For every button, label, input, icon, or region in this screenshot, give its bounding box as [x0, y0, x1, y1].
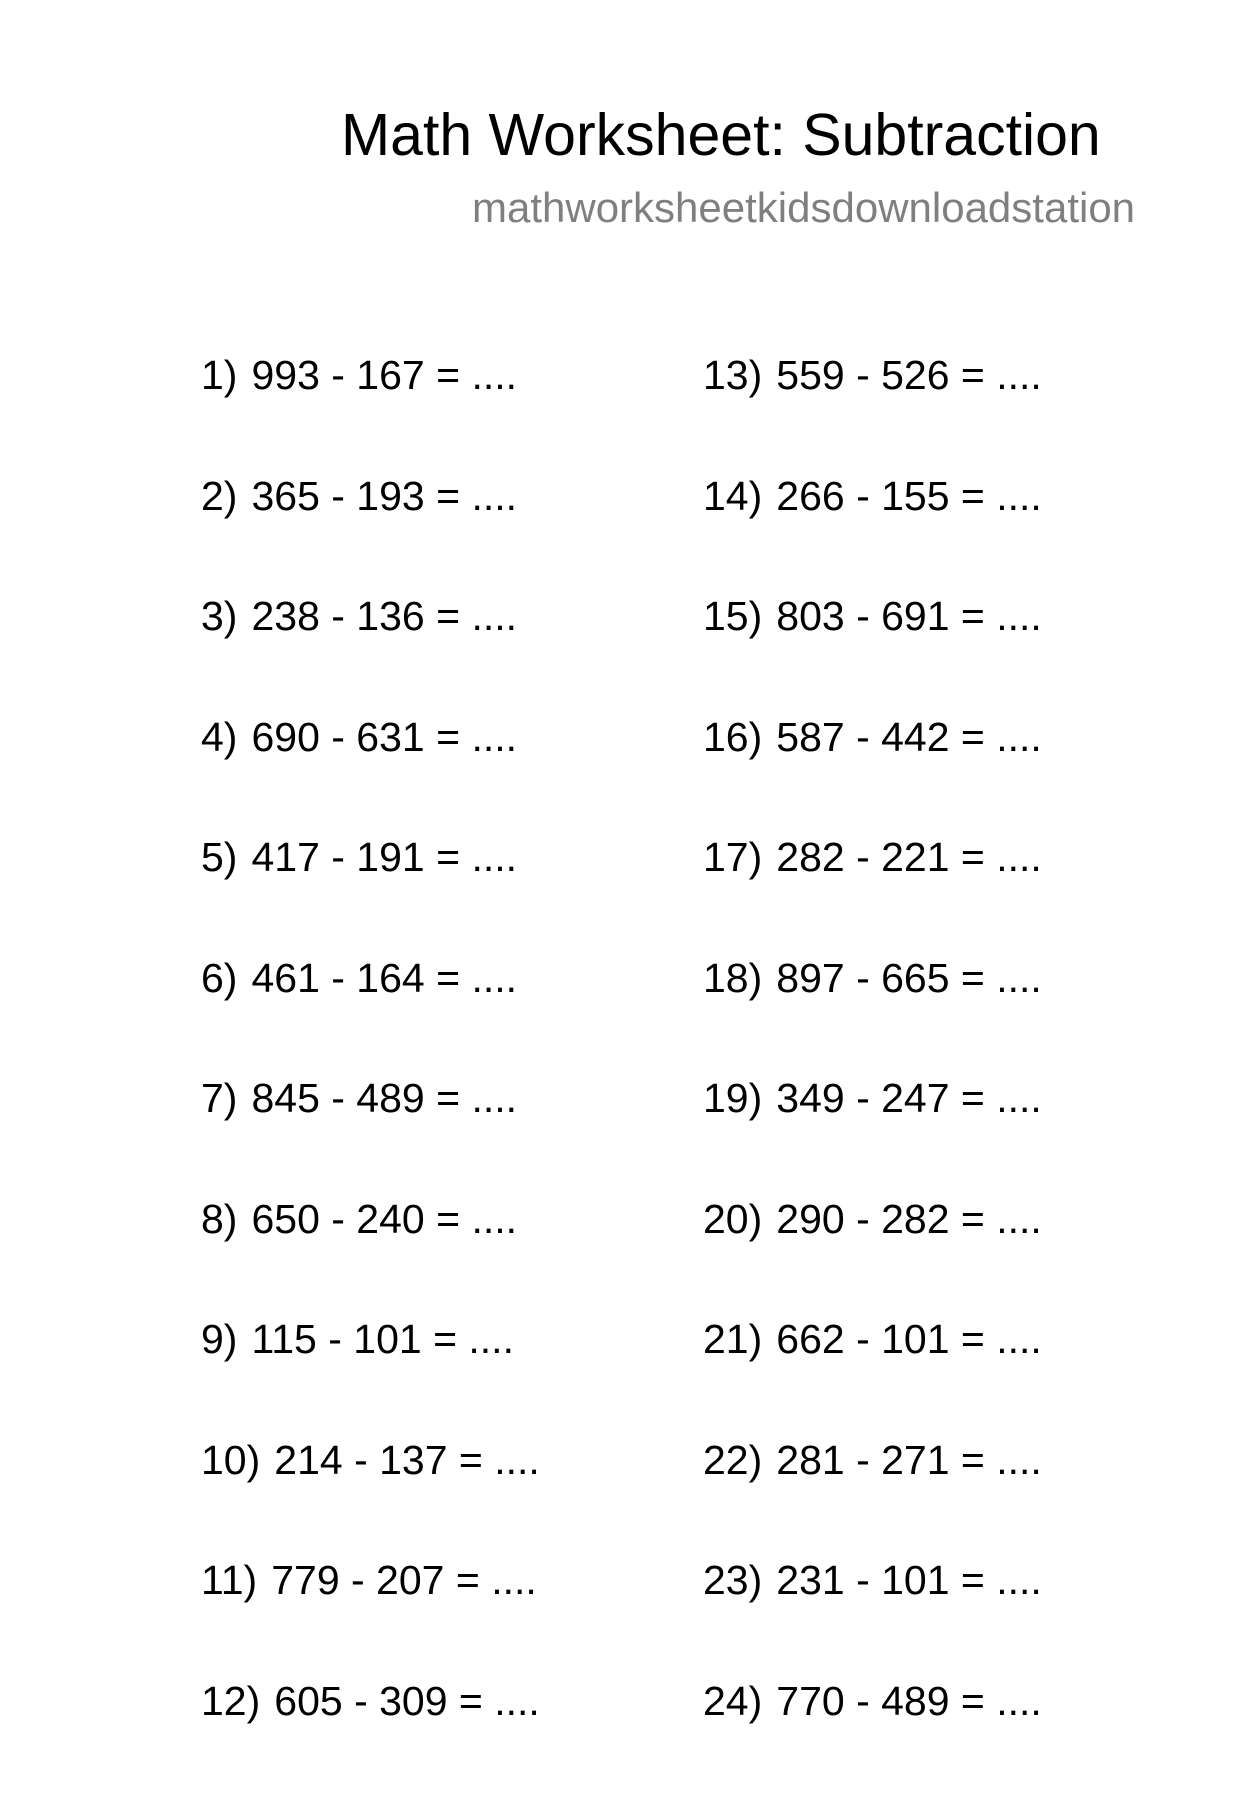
problem-item: [201, 953, 661, 1074]
problem-expression: 290 - 282 = ....: [776, 1196, 1042, 1242]
problem-number: 3): [201, 593, 237, 639]
problem-number: 4): [201, 714, 237, 760]
problem-item: [703, 591, 1163, 712]
problem-item: [201, 1555, 661, 1676]
problem-item: [703, 1435, 1163, 1556]
problem-expression: 779 - 207 = ....: [271, 1557, 537, 1603]
problem-expression: 993 - 167 = ....: [251, 352, 517, 398]
problem-expression: 266 - 155 = ....: [776, 473, 1042, 519]
problem-expression: 282 - 221 = ....: [776, 834, 1042, 880]
problem-expression: 461 - 164 = ....: [251, 955, 517, 1001]
problem-item: [703, 832, 1163, 953]
problem-number: 5): [201, 834, 237, 880]
problem-number: 22): [703, 1437, 762, 1483]
problem-number: 11): [201, 1557, 257, 1603]
problem-item: [703, 1194, 1163, 1315]
problem-item: [201, 1194, 661, 1315]
problem-number: 19): [703, 1075, 762, 1121]
problem-number: 8): [201, 1196, 237, 1242]
problem-number: 2): [201, 473, 237, 519]
problem-column-right: [703, 350, 1163, 1796]
problem-expression: 650 - 240 = ....: [251, 1196, 517, 1242]
problem-number: 17): [703, 834, 762, 880]
problem-expression: 690 - 631 = ....: [251, 714, 517, 760]
problem-item: [201, 1435, 661, 1556]
problem-expression: 349 - 247 = ....: [776, 1075, 1042, 1121]
problem-item: [703, 953, 1163, 1074]
problem-number: 10): [201, 1437, 260, 1483]
problem-expression: 605 - 309 = ....: [274, 1678, 540, 1724]
problem-item: [703, 471, 1163, 592]
problem-item: [201, 1314, 661, 1435]
problem-expression: 803 - 691 = ....: [776, 593, 1042, 639]
problem-number: 16): [703, 714, 762, 760]
problem-expression: 115 - 101 = ....: [251, 1316, 514, 1362]
problem-item: [703, 712, 1163, 833]
problem-expression: 417 - 191 = ....: [251, 834, 517, 880]
problem-item: [703, 1555, 1163, 1676]
problem-expression: 365 - 193 = ....: [251, 473, 517, 519]
problem-item: [201, 591, 661, 712]
problem-expression: 897 - 665 = ....: [776, 955, 1042, 1001]
problem-expression: 587 - 442 = ....: [776, 714, 1042, 760]
problem-number: 7): [201, 1075, 237, 1121]
problem-expression: 559 - 526 = ....: [776, 352, 1042, 398]
problem-number: 14): [703, 473, 762, 519]
problem-expression: 845 - 489 = ....: [251, 1075, 517, 1121]
problem-expression: 231 - 101 = ....: [776, 1557, 1042, 1603]
problem-item: [201, 1073, 661, 1194]
problem-number: 20): [703, 1196, 762, 1242]
problem-item: [201, 712, 661, 833]
problem-number: 24): [703, 1678, 762, 1724]
problem-column-left: [201, 350, 661, 1796]
problem-item: [201, 832, 661, 953]
problem-expression: 214 - 137 = ....: [274, 1437, 540, 1483]
problem-item: [703, 1314, 1163, 1435]
problem-expression: 662 - 101 = ....: [776, 1316, 1042, 1362]
problem-item: [201, 350, 661, 471]
worksheet-source-label: mathworksheetkidsdownloadstation: [472, 183, 1135, 233]
problem-item: [201, 471, 661, 592]
problem-expression: 238 - 136 = ....: [251, 593, 517, 639]
problem-expression: 770 - 489 = ....: [776, 1678, 1042, 1724]
problem-number: 15): [703, 593, 762, 639]
problem-number: 1): [201, 352, 237, 398]
problem-item: [201, 1676, 661, 1796]
problem-number: 18): [703, 955, 762, 1001]
problem-expression: 281 - 271 = ....: [776, 1437, 1042, 1483]
problem-number: 23): [703, 1557, 762, 1603]
worksheet-title: Math Worksheet: Subtraction: [341, 100, 1101, 170]
problem-number: 13): [703, 352, 762, 398]
problem-number: 12): [201, 1678, 260, 1724]
problem-number: 6): [201, 955, 237, 1001]
problem-item: [703, 1676, 1163, 1796]
problem-item: [703, 350, 1163, 471]
problem-number: 21): [703, 1316, 762, 1362]
problem-item: [703, 1073, 1163, 1194]
problem-number: 9): [201, 1316, 237, 1362]
